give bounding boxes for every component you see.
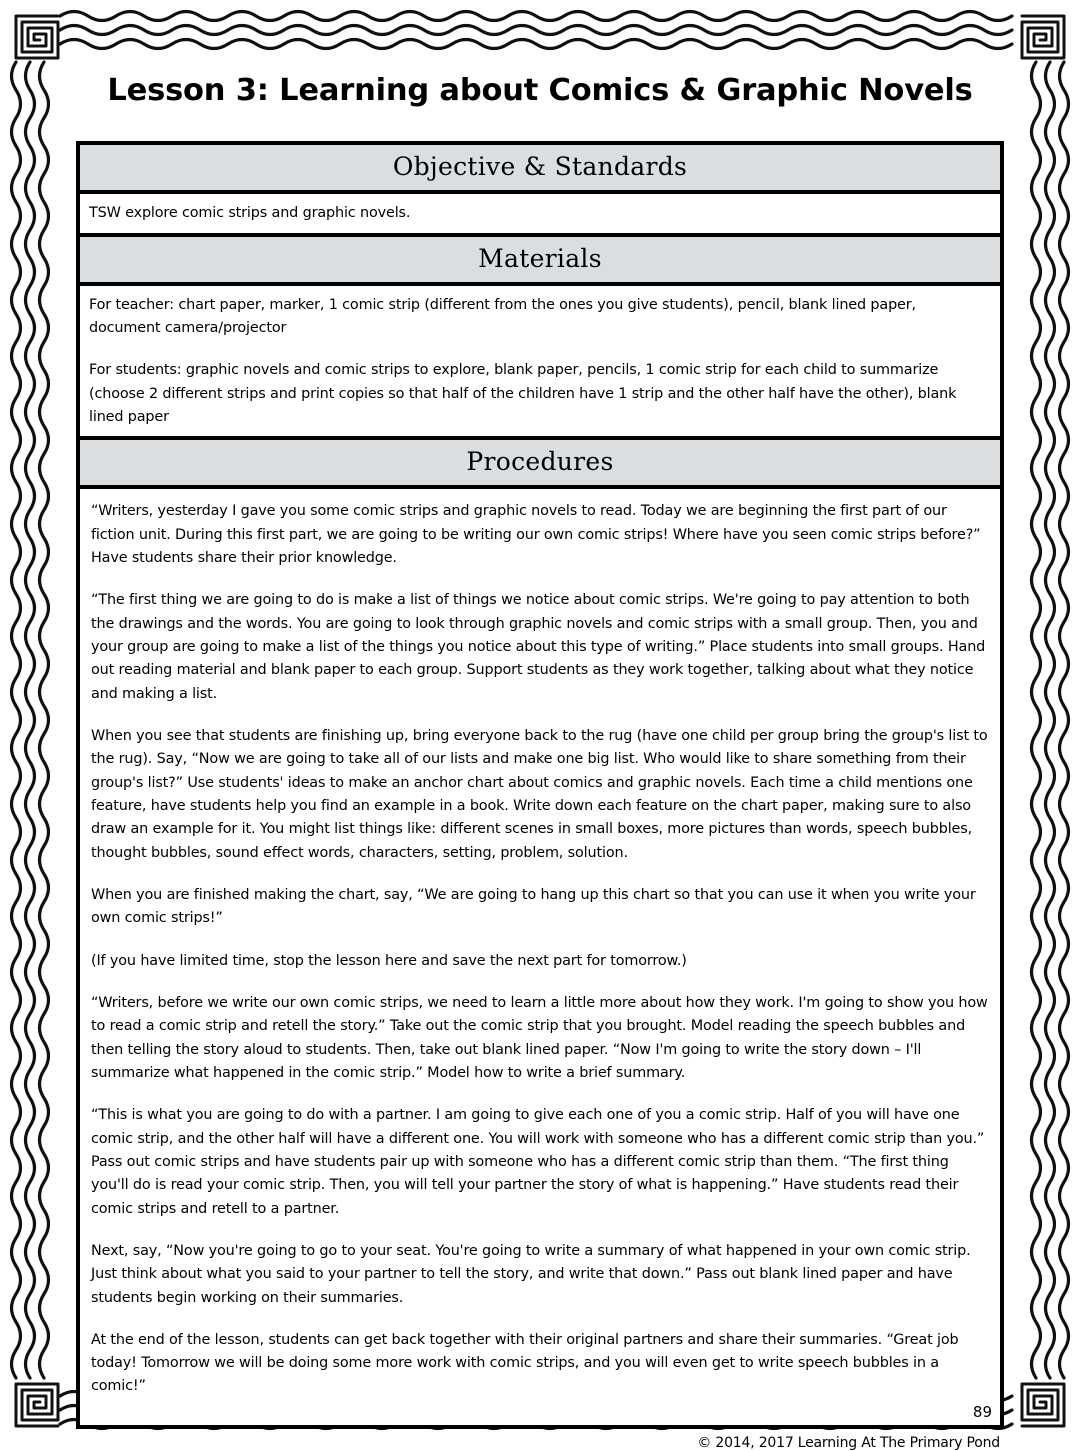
objective-text: TSW explore comic strips and graphic novels. [89, 205, 411, 222]
procedures-paragraph: “The first thing we are going to do is make a list of things we notice about comic strips. We're going to pay attention to both the drawings and the words. You are going to look through graphic novels and comic strips with a small group. Then, you and your group are going to make a list of the things you notice about this type of writing.” Place students into small groups. Hand out reading material and blank paper to each group. Support students as they work together, talking about what they notice and making a list. [91, 592, 986, 702]
section-header-materials: Materials [80, 233, 1000, 286]
copyright-notice: © 2014, 2017 Learning At The Primary Pond [697, 1434, 1000, 1451]
procedures-paragraph: (If you have limited time, stop the lesson here and save the next part for tomorrow.) [91, 952, 687, 969]
procedures-paragraph: At the end of the lesson, students can get back together with their original partners and share their summaries. “Great job today! Tomorrow we will be doing some more work with comic strips, and you will even get to write speech bubbles in a comic!” [91, 1331, 959, 1395]
procedures-paragraph: “This is what you are going to do with a partner. I am going to give each one of you a comic strip. Half of you will have one comic strip, and the other half will have a different one. You will work with someone who has a different comic strip than you.” Pass out comic strips and have students pair up with someone who has a different comic strip than them. “The first thing you'll do is read your comic strip. Then, you will tell your partner the story of what is happening.” Have students read their comic strips and retell to a partner. [91, 1107, 985, 1217]
page-number: 89 [972, 1402, 992, 1421]
materials-body [80, 286, 1000, 437]
procedures-paragraph: “Writers, yesterday I gave you some comic strips and graphic novels to read. Today we are beginning the first part of our fiction unit. During this first part, we are going to be writing our own comic strips! Where have you seen comic strips before?” Have students share their prior knowledge. [91, 503, 981, 566]
lesson-content [76, 44, 1004, 1451]
section-header-procedures: Procedures [80, 436, 1000, 489]
page-title: Lesson 3: Learning about Comics & Graphic Novels [107, 73, 973, 109]
materials-paragraph-students: For students: graphic novels and comic strips to explore, blank paper, pencils, 1 comic strip for each child to summarize (choose 2 different strips and print copies so that half of the children have 1 strip and the other half have the other), blank lined paper [89, 362, 957, 425]
materials-paragraph-teacher: For teacher: chart paper, marker, 1 comic strip (different from the ones you give students), pencil, blank lined paper, document camera/projector [89, 296, 916, 336]
lesson-plan-box [76, 141, 1004, 1428]
procedures-paragraph: When you see that students are finishing up, bring everyone back to the rug (have one child per group bring the group's list to the rug). Say, “Now we are going to take all of our lists and make one big list. Who would like to share something from their group's list?” Use students' ideas to make an anchor chart about comics and graphic novels. Each time a child mentions one feature, have students help you find an example in a book. Write down each feature on the chart paper, making sure to also draw an example for it. You might list things like: different scenes in small boxes, more pictures than words, speech bubbles, thought bubbles, sound effect words, characters, setting, problem, solution. [91, 727, 988, 861]
objective-body [80, 194, 1000, 232]
procedures-paragraph: “Writers, before we write our own comic strips, we need to learn a little more about how they work. I'm going to show you how to read a comic strip and retell the story.” Take out the comic strip that you brought. Model reading the speech bubbles and then telling the story aloud to students. Then, take out blank lined paper. “Now I'm going to write the story down – I'll summarize what happened in the comic strip.” Model how to write a brief summary. [91, 994, 988, 1081]
procedures-paragraph: Next, say, “Now you're going to go to your seat. You're going to write a summary of what happened in your own comic strip. Just think about what you said to your partner to tell the story, and write that down.” Pass out blank lined paper and have students begin working on their summaries. [91, 1242, 971, 1306]
procedures-body [80, 489, 1000, 1403]
section-header-objective: Objective & Standards [80, 145, 1000, 194]
procedures-paragraph: When you are finished making the chart, say, “We are going to hang up this chart so that you can use it when you write your own comic strips!” [91, 886, 976, 927]
